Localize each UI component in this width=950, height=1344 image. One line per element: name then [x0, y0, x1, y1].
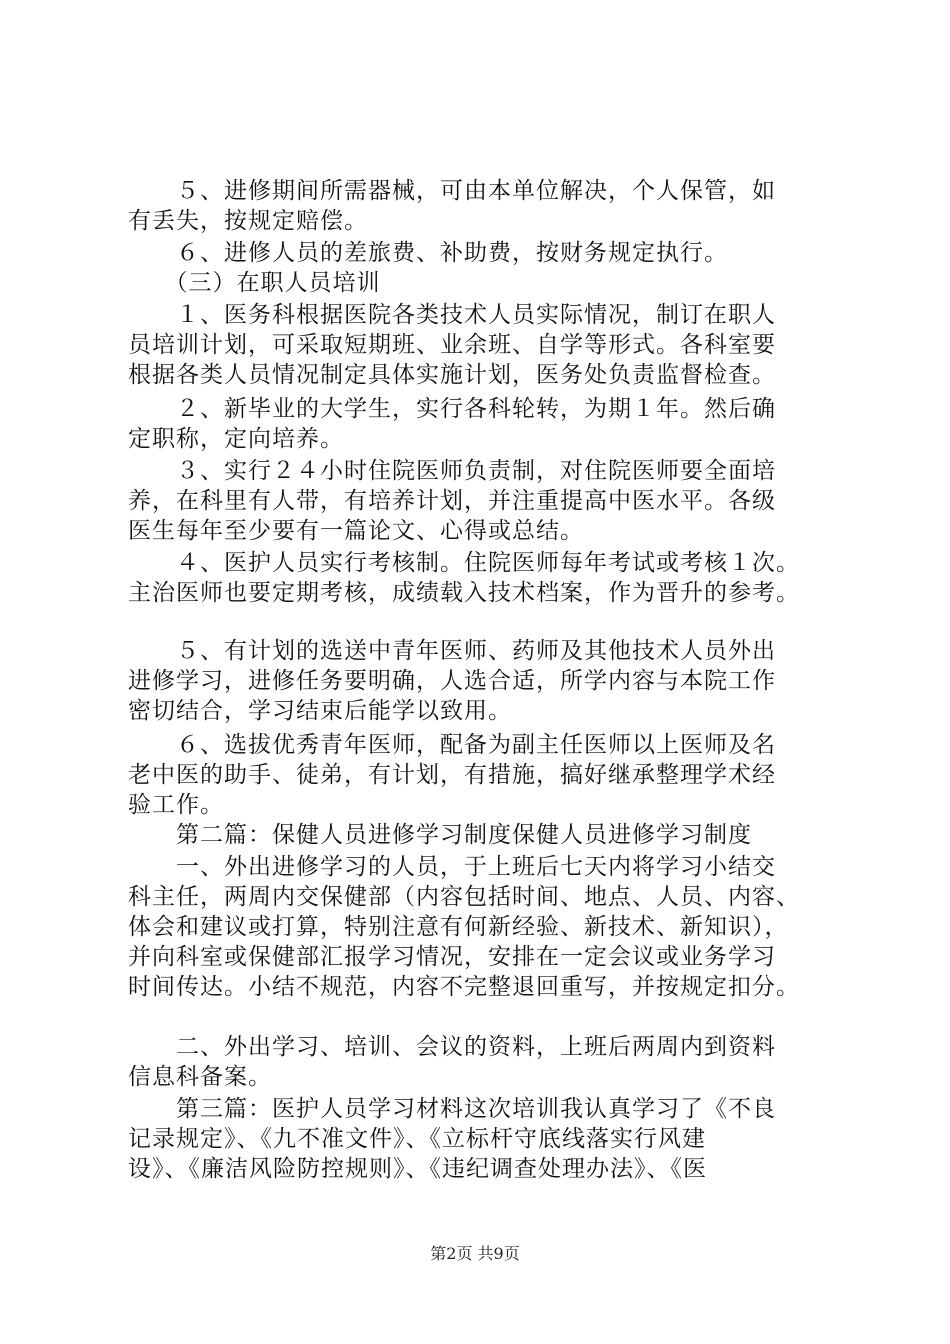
text-line: 二、外出学习、培训、会议的资料，上班后两周内到资料 — [128, 1034, 776, 1060]
text-line: ６、选拔优秀青年医师，配备为副主任医师以上医师及名 — [128, 732, 776, 758]
text-line: ６、进修人员的差旅费、补助费，按财务规定执行。 — [128, 240, 728, 266]
text-line: ４、医护人员实行考核制。住院医师每年考试或考核１次。 — [128, 550, 800, 576]
text-line: １、医务科根据医院各类技术人员实际情况，制订在职人 — [128, 302, 776, 328]
text-line: 体会和建议或打算，特别注意有何新经验、新技术、新知识）， — [128, 914, 789, 940]
text-line: 验工作。 — [128, 792, 224, 818]
text-line: 并向科室或保健部汇报学习情况，安排在一定会议或业务学习 — [128, 944, 776, 970]
text-line: ５、有计划的选送中青年医师、药师及其他技术人员外出 — [128, 638, 776, 664]
text-line: 养，在科里有人带，有培养计划，并注重提高中医水平。各级 — [128, 488, 776, 514]
text-line: 老中医的助手、徒弟，有计划，有措施，搞好继承整理学术经 — [128, 762, 776, 788]
text-line: 记录规定》、《九不准文件》、《立标杆守底线落实行风建 — [128, 1126, 706, 1152]
text-line: 一、外出进修学习的人员，于上班后七天内将学习小结交 — [128, 854, 776, 880]
text-line: 定职称，定向培养。 — [128, 426, 344, 452]
text-line: 主治医师也要定期考核，成绩载入技术档案，作为晋升的参考。 — [128, 580, 800, 606]
text-line: 根据各类人员情况制定具体实施计划，医务处负责监督检查。 — [128, 362, 776, 388]
section-heading: 第二篇：保健人员进修学习制度保健人员进修学习制度 — [128, 822, 752, 848]
section-heading: 第三篇：医护人员学习材料这次培训我认真学习了《不良 — [128, 1096, 776, 1122]
text-line: ３、实行２４小时住院医师负责制，对住院医师要全面培 — [128, 458, 776, 484]
page-footer: 第2页 共9页 — [430, 1244, 520, 1263]
section-heading: （三）在职人员培训 — [128, 270, 381, 296]
text-line: 时间传达。小结不规范，内容不完整退回重写，并按规定扣分。 — [128, 974, 800, 1000]
text-line: ５、进修期间所需器械，可由本单位解决，个人保管，如 — [128, 178, 776, 204]
text-line: 科主任，两周内交保健部（内容包括时间、地点、人员、内容、 — [128, 884, 800, 910]
text-line: 密切结合，学习结束后能学以致用。 — [128, 698, 512, 724]
text-line: 设》、《廉洁风险防控规则》、《违纪调查处理办法》、《医 — [128, 1156, 707, 1182]
text-line: 有丢失，按规定赔偿。 — [128, 208, 368, 234]
text-line: 信息科备案。 — [128, 1064, 272, 1090]
text-line: 员培训计划，可采取短期班、业余班、自学等形式。各科室要 — [128, 332, 776, 358]
text-line: ２、新毕业的大学生，实行各科轮转，为期１年。然后确 — [128, 396, 776, 422]
text-line: 医生每年至少要有一篇论文、心得或总结。 — [128, 518, 584, 544]
text-line: 进修学习，进修任务要明确，人选合适，所学内容与本院工作 — [128, 668, 776, 694]
